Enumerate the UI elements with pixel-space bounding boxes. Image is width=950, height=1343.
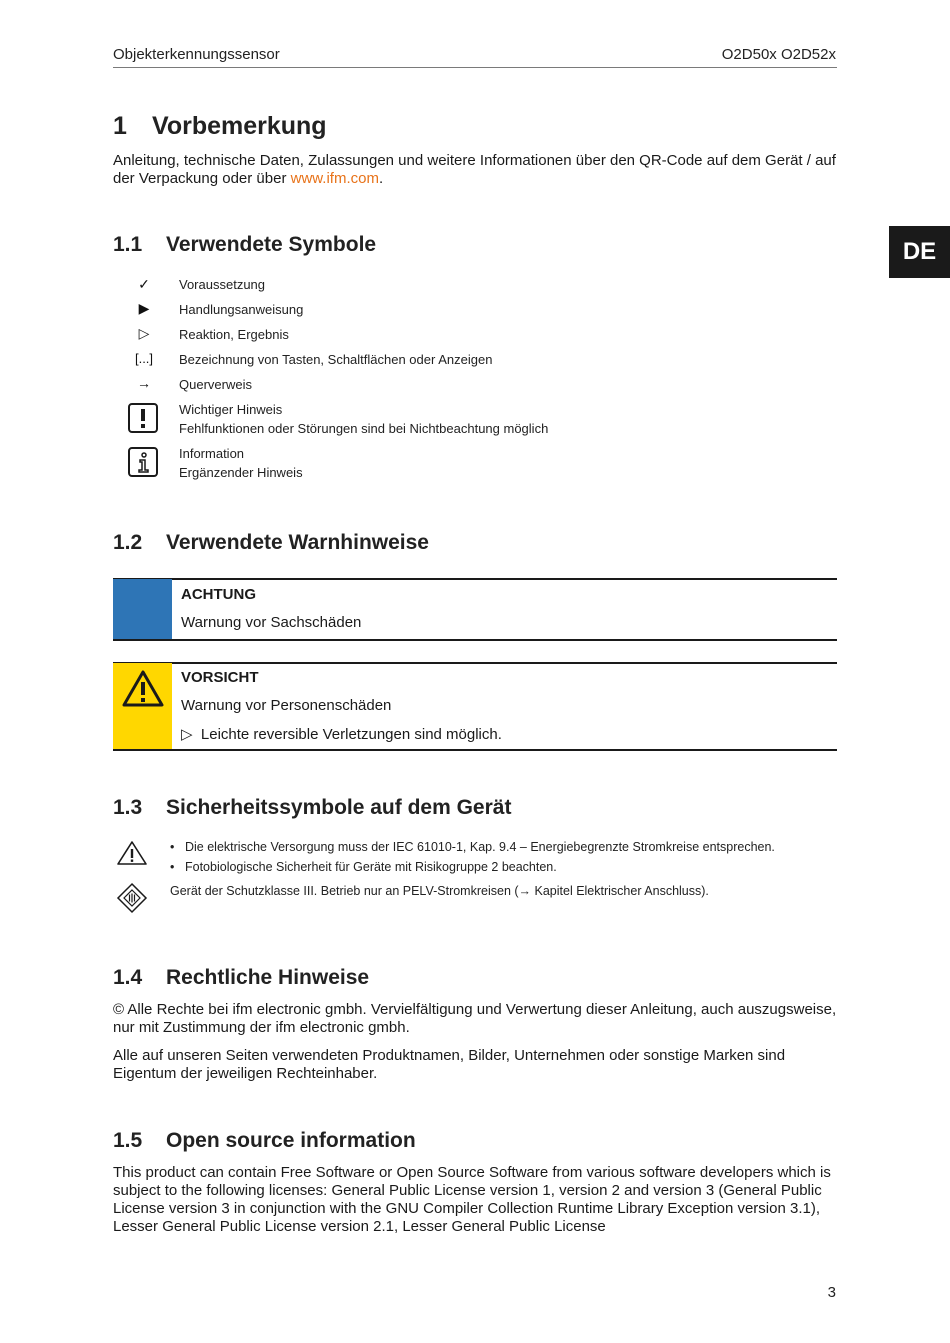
symbol-label-instruction: Handlungsanweisung <box>179 302 304 317</box>
symbol-label-information <box>179 444 303 482</box>
header-doc-title: Objekterkennungssensor <box>113 46 280 63</box>
symbol-label-prerequisite: Voraussetzung <box>179 277 266 292</box>
protection-class-3-icon <box>116 882 148 914</box>
safety-bullet-2: • <box>170 860 175 874</box>
section-title: Open source information <box>166 1129 416 1152</box>
caution-text: Warnung vor Personenschäden <box>181 697 392 714</box>
section-title: Vorbemerkung <box>152 112 327 140</box>
caution-result-text: Leichte reversible Verletzungen sind möglich. <box>200 726 502 743</box>
section-title: Sicherheitssymbole auf dem Gerät <box>166 796 512 819</box>
section-number: 1.1 <box>113 233 143 256</box>
section-1-4-heading <box>113 966 369 990</box>
legal-trademark-paragraph: Alle auf unseren Seiten verwendeten Produktnamen, Bilder, Unternehmen oder sonstige Marken sind Eigentum der jeweiligen Rechteinhaber. <box>113 1047 786 1082</box>
important-description: Fehlfunktionen oder Störungen sind bei Nichtbeachtung möglich <box>179 421 549 436</box>
symbol-label-designation: Bezeichnung von Tasten, Schaltflächen oder Anzeigen <box>179 352 493 367</box>
warning-triangle-icon <box>116 840 148 866</box>
section-number: 1.2 <box>113 531 143 554</box>
section-1-intro <box>113 152 837 188</box>
caution-color-bar <box>113 663 172 749</box>
section-1-5-heading <box>113 1129 416 1153</box>
open-source-paragraph: This product can contain Free Software or Open Source Software from various software developers which is subject to the following licenses: General Public License version 1, version 2 and version 3 (General Public License version 3 in conjunction with the GNU Compiler Collection Runtime Library Exception version 3.1), Lesser General Public License version 2.1, Lesser General Public License <box>113 1164 831 1235</box>
brackets-icon: [...] <box>134 351 154 366</box>
notice-color-bar <box>113 579 172 639</box>
intro-period: . <box>378 170 384 187</box>
outline-arrow-icon: ▷ <box>138 325 150 341</box>
notice-bottom-rule <box>113 639 837 641</box>
caution-bottom-rule <box>113 749 837 751</box>
intro-text: Anleitung, technische Daten, Zulassungen und weitere Informationen über den QR-Code auf dem Gerät / auf der Verpackung oder über <box>113 152 836 187</box>
checkmark-icon: ✓ <box>138 276 150 292</box>
result-arrow-icon: ▷ <box>181 726 193 743</box>
cross-reference-arrow-icon: → <box>137 375 151 391</box>
safety-item-photobiological: Fotobiologische Sicherheit für Geräte mit Risikogruppe 2 beachten. <box>185 860 557 874</box>
caution-top-rule <box>113 662 837 664</box>
section-number: 1 <box>113 112 127 140</box>
section-1-heading <box>113 112 327 141</box>
section-1-1-heading <box>113 233 376 257</box>
safety-item-power-supply: Die elektrische Versorgung muss der IEC 61010-1, Kap. 9.4 – Energiebegrenzte Stromkreise entsprechen. <box>185 840 775 854</box>
safety-item-protection-class: Gerät der Schutzklasse III. Betrieb nur an PELV-Stromkreisen (→ Kapitel Elektrischer Anschluss). <box>170 884 709 898</box>
section-title: Verwendete Symbole <box>166 233 377 256</box>
information-description: Ergänzender Hinweis <box>179 465 303 480</box>
section-number: 1.3 <box>113 796 143 819</box>
ifm-website-link[interactable]: www.ifm.com <box>290 170 379 187</box>
section-number: 1.4 <box>113 966 143 989</box>
notice-text: Warnung vor Sachschäden <box>181 614 362 631</box>
caution-result <box>181 725 502 743</box>
symbol-label-cross-reference: Querverweis <box>179 377 252 392</box>
page-number: 3 <box>827 1284 836 1301</box>
filled-arrow-icon: ▶ <box>138 300 150 316</box>
information-icon <box>128 447 158 477</box>
section-number: 1.5 <box>113 1129 143 1152</box>
header-model-numbers: O2D50x O2D52x <box>721 46 836 63</box>
symbol-label-result: Reaktion, Ergebnis <box>179 327 289 342</box>
important-note-icon <box>128 403 158 433</box>
warning-triangle-icon <box>121 669 165 709</box>
section-title: Verwendete Warnhinweise <box>166 531 429 554</box>
section-1-2-heading <box>113 531 429 555</box>
information-title: Information <box>179 446 245 461</box>
section-title: Rechtliche Hinweise <box>166 966 370 989</box>
important-title: Wichtiger Hinweis <box>179 402 283 417</box>
language-tab: DE <box>889 226 950 278</box>
header-divider <box>113 67 837 68</box>
legal-copyright-paragraph: © Alle Rechte bei ifm electronic gmbh. Vervielfältigung und Verwertung dieser Anleitung, auch auszugsweise, nur mit Zustimmung der ifm electronic gmbh. <box>113 1001 837 1036</box>
safety-bullet-1: • <box>170 840 175 854</box>
notice-top-rule <box>113 578 837 580</box>
notice-title: ACHTUNG <box>181 586 256 603</box>
section-1-3-heading <box>113 796 511 820</box>
caution-title: VORSICHT <box>181 669 259 686</box>
symbol-label-important <box>179 400 548 438</box>
